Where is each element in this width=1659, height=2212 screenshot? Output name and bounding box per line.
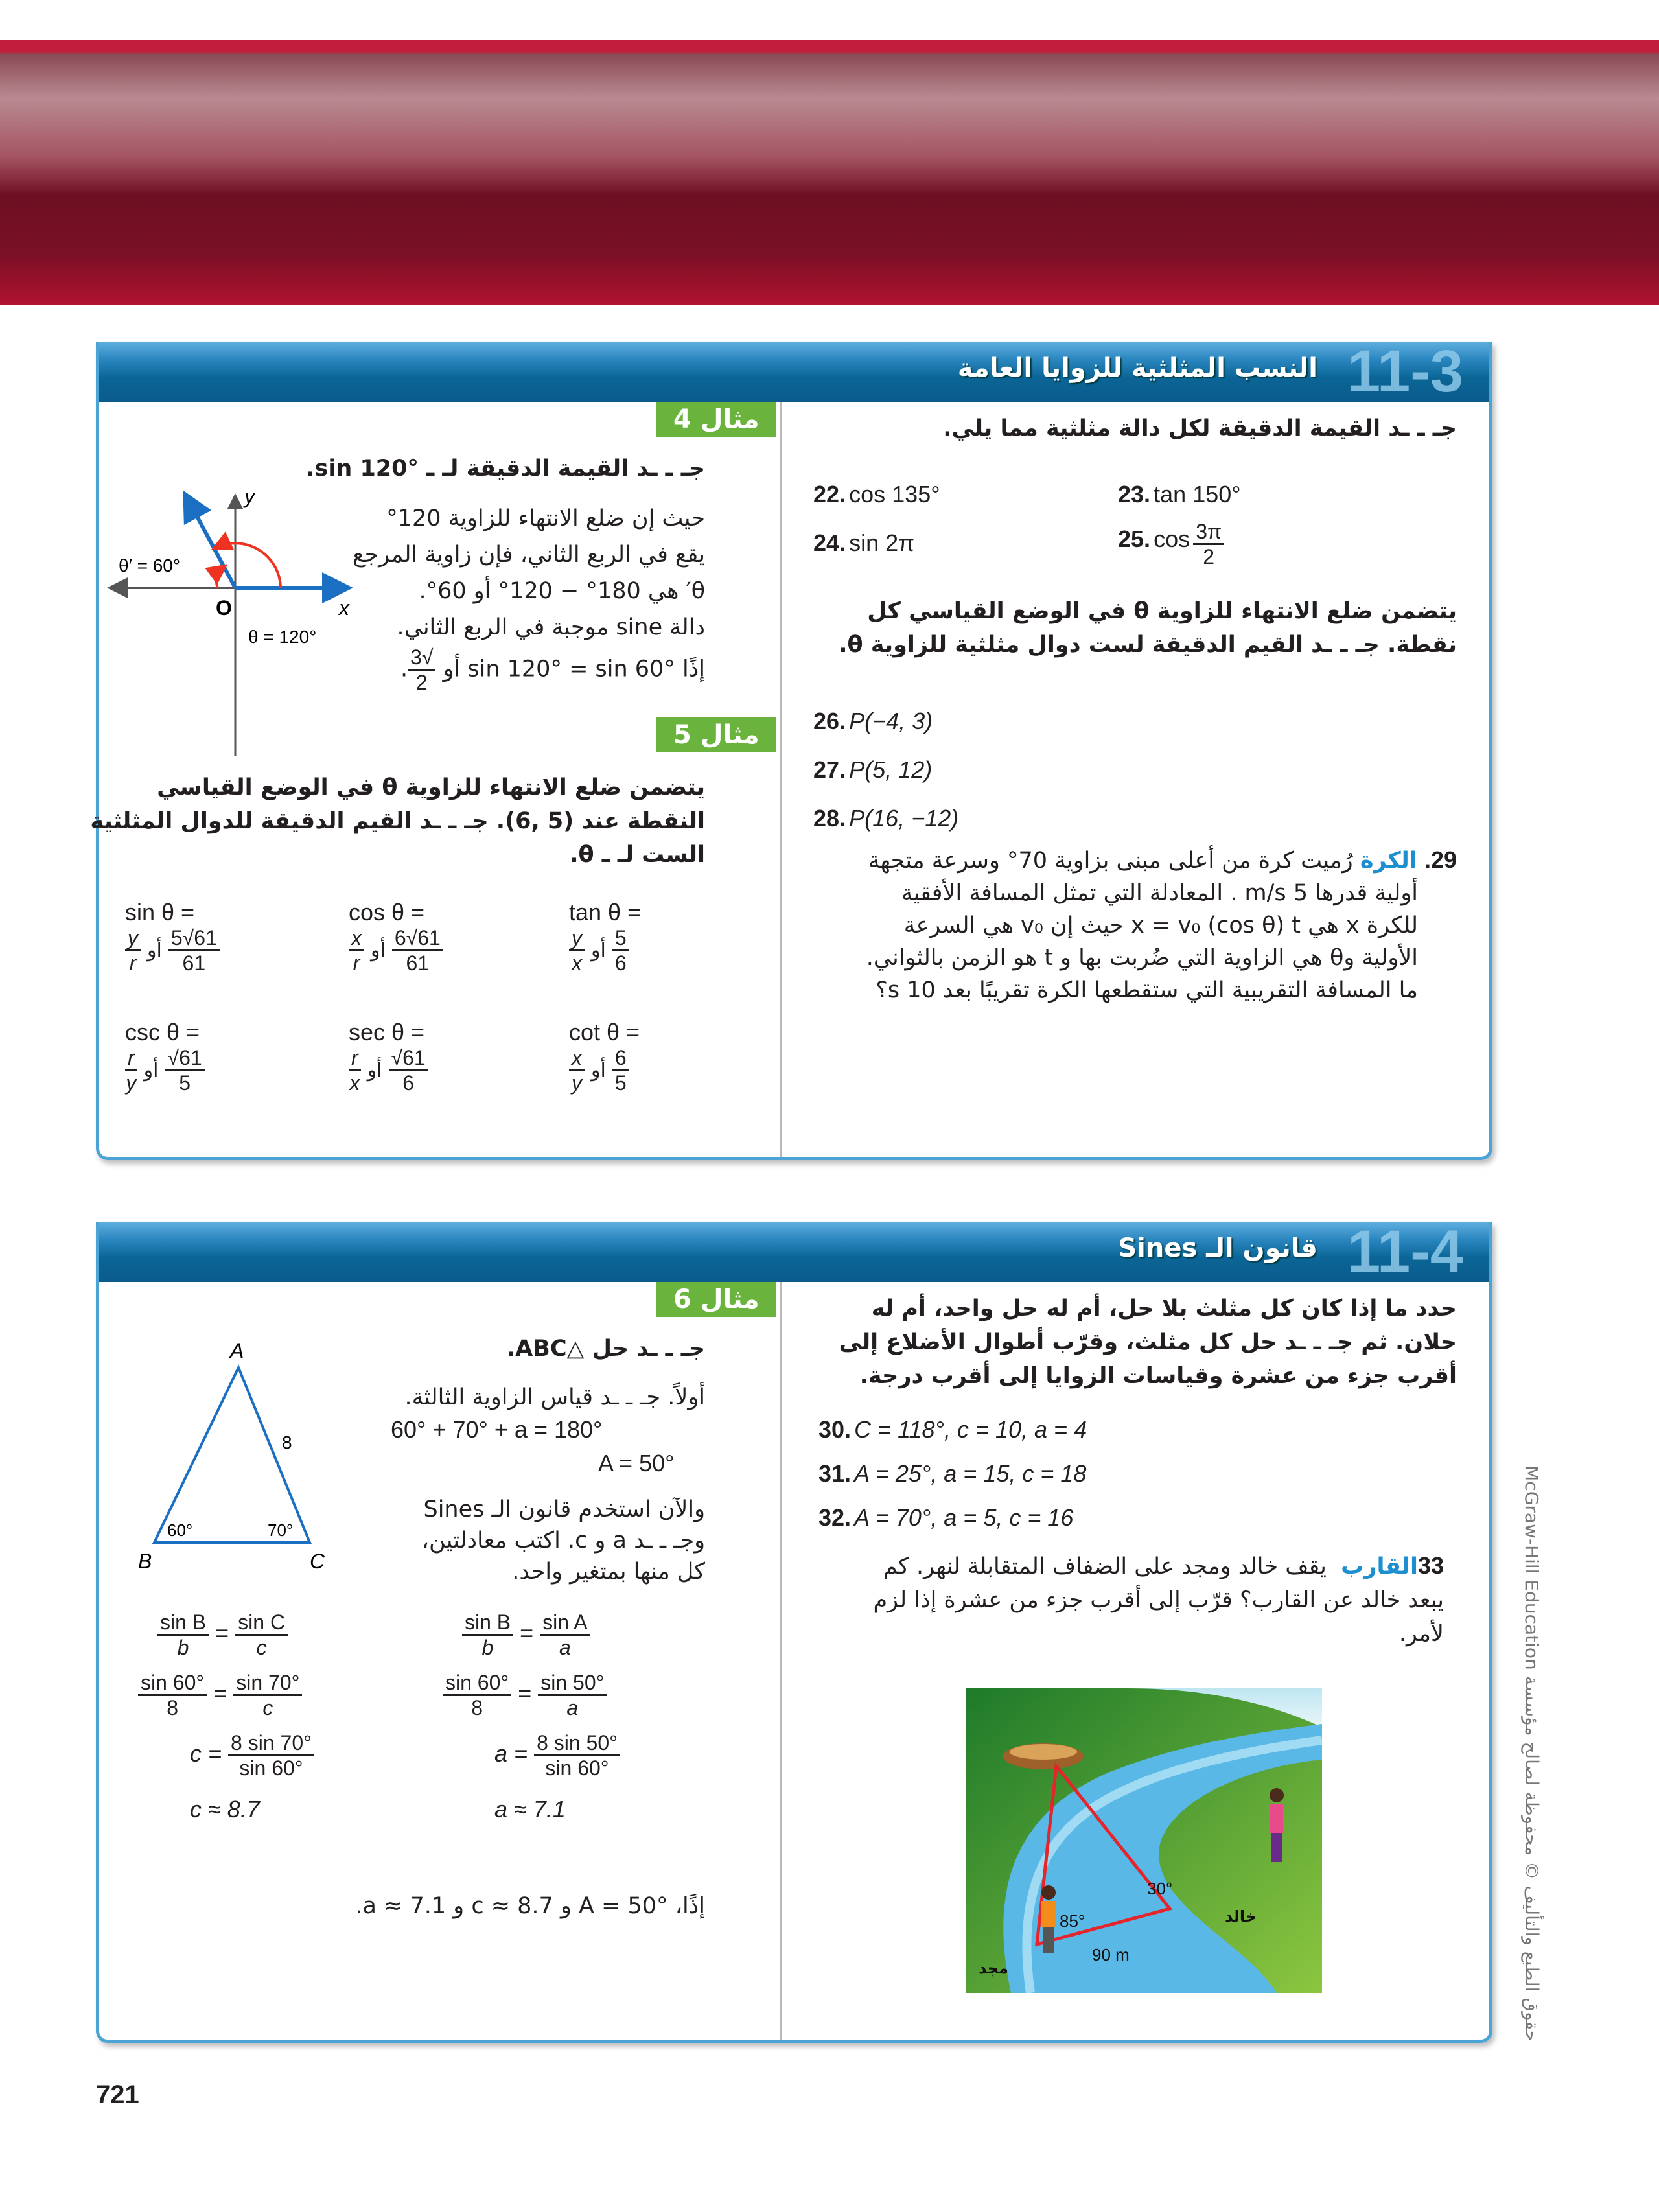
exercise-31: 31. A = 25°, a = 15, c = 18 <box>818 1460 1087 1487</box>
y-axis-label: y <box>244 491 255 508</box>
river-boat-figure <box>966 1688 1322 1993</box>
x-axis-label: x <box>339 596 349 620</box>
example-4-title: جـ ـ ـد القيمة الدقيقة لـ ـ sin 120°. <box>306 456 705 482</box>
top-decorative-band <box>0 40 1659 305</box>
example-5-tag: مثال 5 <box>656 717 776 752</box>
page-number: 721 <box>96 2080 139 2109</box>
exercise-33: 33القارب يقف خالد ومجد على الضفاف المتقابلة لنهر. كم يبعد خالد عن القارب؟ قرّب إلى أقرب جزء من عشرة إذا لزم لأمر. <box>873 1552 1444 1647</box>
trig-function-5: cot θ = $\frac{x}{y}$ أو $\frac{6}{5}$ <box>569 1019 640 1095</box>
exercise-28: 28. P(16, −12) <box>813 805 959 832</box>
column-divider <box>780 1282 782 2040</box>
terminal-side <box>187 497 235 588</box>
column-divider <box>780 402 782 1157</box>
example-6-conclusion: إذًا، A = 50° و c ≈ 8.7 و a ≈ 7.1. <box>355 1893 705 1919</box>
instructions: حدد ما إذا كان كل مثلث بلا حل، أم له حل واحد، أم له حلان. ثم جـ ـ ـد حل كل مثلث، وقرّب أطوال الأضلاع إلى أقرب جزء من عشرة وقياسات الزوايا إلى أقرب درجة. <box>839 1296 1457 1389</box>
trig-function-2: tan θ = $\frac{y}{x}$ أو $\frac{5}{6}$ <box>569 899 642 975</box>
khalid-label: خالد <box>1225 1907 1257 1926</box>
exercise-22: 22. cos 135° <box>813 481 940 507</box>
example-5-text: يتضمن ضلع الانتهاء للزاوية θ في الوضع القياسي النقطة عند (5 ,6). جـ ـ ـد القيم الدقيقة للدوال المثلثية الست لـ ـ θ. <box>90 774 705 868</box>
lesson-number: 11-4 <box>1347 1218 1463 1285</box>
exercise-24: 24. sin 2π <box>813 530 915 556</box>
exercise-23: 23. tan 150° <box>1118 481 1241 507</box>
triangle-abc <box>112 1332 332 1578</box>
trig-function-1: cos θ = $\frac{x}{r}$ أو $\frac{6√61}{61}$ <box>349 899 443 975</box>
vertex-a-label: A <box>230 1339 244 1362</box>
lesson-title: النسب المثلثية للزوايا العامة <box>957 353 1317 383</box>
exercise-30: 30. C = 118°, c = 10, a = 4 <box>818 1416 1087 1443</box>
theta-arc <box>216 543 281 588</box>
angle-graph <box>106 491 378 763</box>
example-4-text: حيث إن ضلع الانتهاء للزاوية 120° يقع في الربع الثاني، فإن زاوية المرجع θ′ هي 180° − 120° أو 60°. دالة sine موجبة في الربع الثاني. إذًا sin 120° = sin 60° أو $\frac{√3}{2}$ . <box>353 506 705 694</box>
majd-label: مجد <box>979 1959 1009 1977</box>
exercise-25: 25. cos $\frac{3\pi}{2}$ <box>1118 520 1224 568</box>
origin-label: O <box>216 596 232 620</box>
ref-arc <box>216 567 224 588</box>
lesson-header <box>99 1218 1489 1285</box>
angle-30-label: 30° <box>1147 1879 1173 1898</box>
theta-label: θ = 120° <box>248 627 317 647</box>
side-length-label: 8 <box>282 1432 292 1452</box>
trig-function-4: sec θ = $\frac{r}{x}$ أو $\frac{√61}{6}$ <box>349 1019 428 1095</box>
instructions: جـ ـ ـد القيمة الدقيقة لكل دالة مثلثية مما يلي. <box>943 415 1457 441</box>
person-majd <box>1041 1885 1056 1953</box>
example-6-tag: مثال 6 <box>656 1282 776 1317</box>
lesson-title: قانون الـ Sines <box>1118 1233 1317 1263</box>
vertex-c-label: C <box>310 1550 325 1573</box>
trig-function-3: csc θ = $\frac{r}{y}$ أو $\frac{√61}{5}$ <box>125 1019 205 1095</box>
angle-85-label: 85° <box>1060 1911 1085 1931</box>
lesson-number: 11-3 <box>1347 338 1463 404</box>
step-2: والآن استخدم قانون الـ Sines وجـ ـ ـد a و c. اكتب معادلتين، كل منها بمتغير واحد. <box>421 1496 705 1585</box>
exercise-29: 29. الكرة رُميت كرة من أعلى مبنى بزاوية 70° وسرعة متجهة أولية قدرها 5 m/s . المعادلة التي تمثل المسافة الأفقية للكرة x هي x = v₀ (cos θ) t حيث إن v₀ هي السرعة الأولية وθ هي الزاوية التي ضُربت بها و t هو الزمن بالثواني. ما المسافة التقريبية التي ستقطعها الكرة تقريبًا بعد 10 s؟ <box>866 846 1457 1003</box>
angle-c-label: 70° <box>268 1520 294 1540</box>
example-6-title: جـ ـ ـد حل △ABC. <box>506 1336 705 1362</box>
lesson-header <box>99 338 1489 404</box>
reference-angle-label: θ′ = 60° <box>119 555 181 576</box>
equation-a: A = 50° <box>598 1450 675 1476</box>
instructions-points: يتضمن ضلع الانتهاء للزاوية θ في الوضع القياسي كل نقطة. جـ ـ ـد القيم الدقيقة لست دوال مثلثية للزاوية θ. <box>839 598 1457 658</box>
lesson-11-4-box <box>96 1218 1492 2043</box>
exercise-32: 32. A = 70°, a = 5, c = 16 <box>818 1504 1074 1531</box>
work-colC: $\frac{\text{sin B}}{b}$ = $\frac{\text{sin C}}{c}$ $\frac{\sin 60^\circ}{8}$ = $\frac{\sin 70^\circ}{c}$ c = $\frac{8 \sin 70^\circ}{\sin 60^\circ}$ c ≈ 8.7 <box>138 1611 314 1821</box>
copyright-side: حقوق الطبع والتأليف © محفوظة لصالح مؤسسة McGraw-Hill Education <box>1521 1465 1542 2042</box>
exercise-26: 26. P(−4, 3) <box>813 708 933 734</box>
angle-b-label: 60° <box>167 1520 193 1540</box>
distance-label: 90 m <box>1092 1945 1130 1964</box>
person-khalid <box>1270 1788 1284 1862</box>
trig-function-0: sin θ = $\frac{y}{r}$ أو $\frac{5√61}{61}$ <box>125 899 220 975</box>
example-4-tag: مثال 4 <box>656 402 776 437</box>
equation-angle-sum: 60° + 70° + a = 180° <box>391 1416 603 1443</box>
exercise-27: 27. P(5, 12) <box>813 756 933 783</box>
lesson-11-3-box <box>90 338 1492 1160</box>
step-1: أولاً. جـ ـ ـد قياس الزاوية الثالثة. <box>404 1384 705 1410</box>
work-colA: $\frac{\text{sin B}}{b}$ = $\frac{\text{sin A}}{a}$ $\frac{\sin 60^\circ}{8}$ = $\frac{\sin 50^\circ}{a}$ a = $\frac{8 \sin 50^\circ}{\sin 60^\circ}$ a ≈ 7.1 <box>443 1611 620 1821</box>
vertex-b-label: B <box>138 1550 152 1573</box>
